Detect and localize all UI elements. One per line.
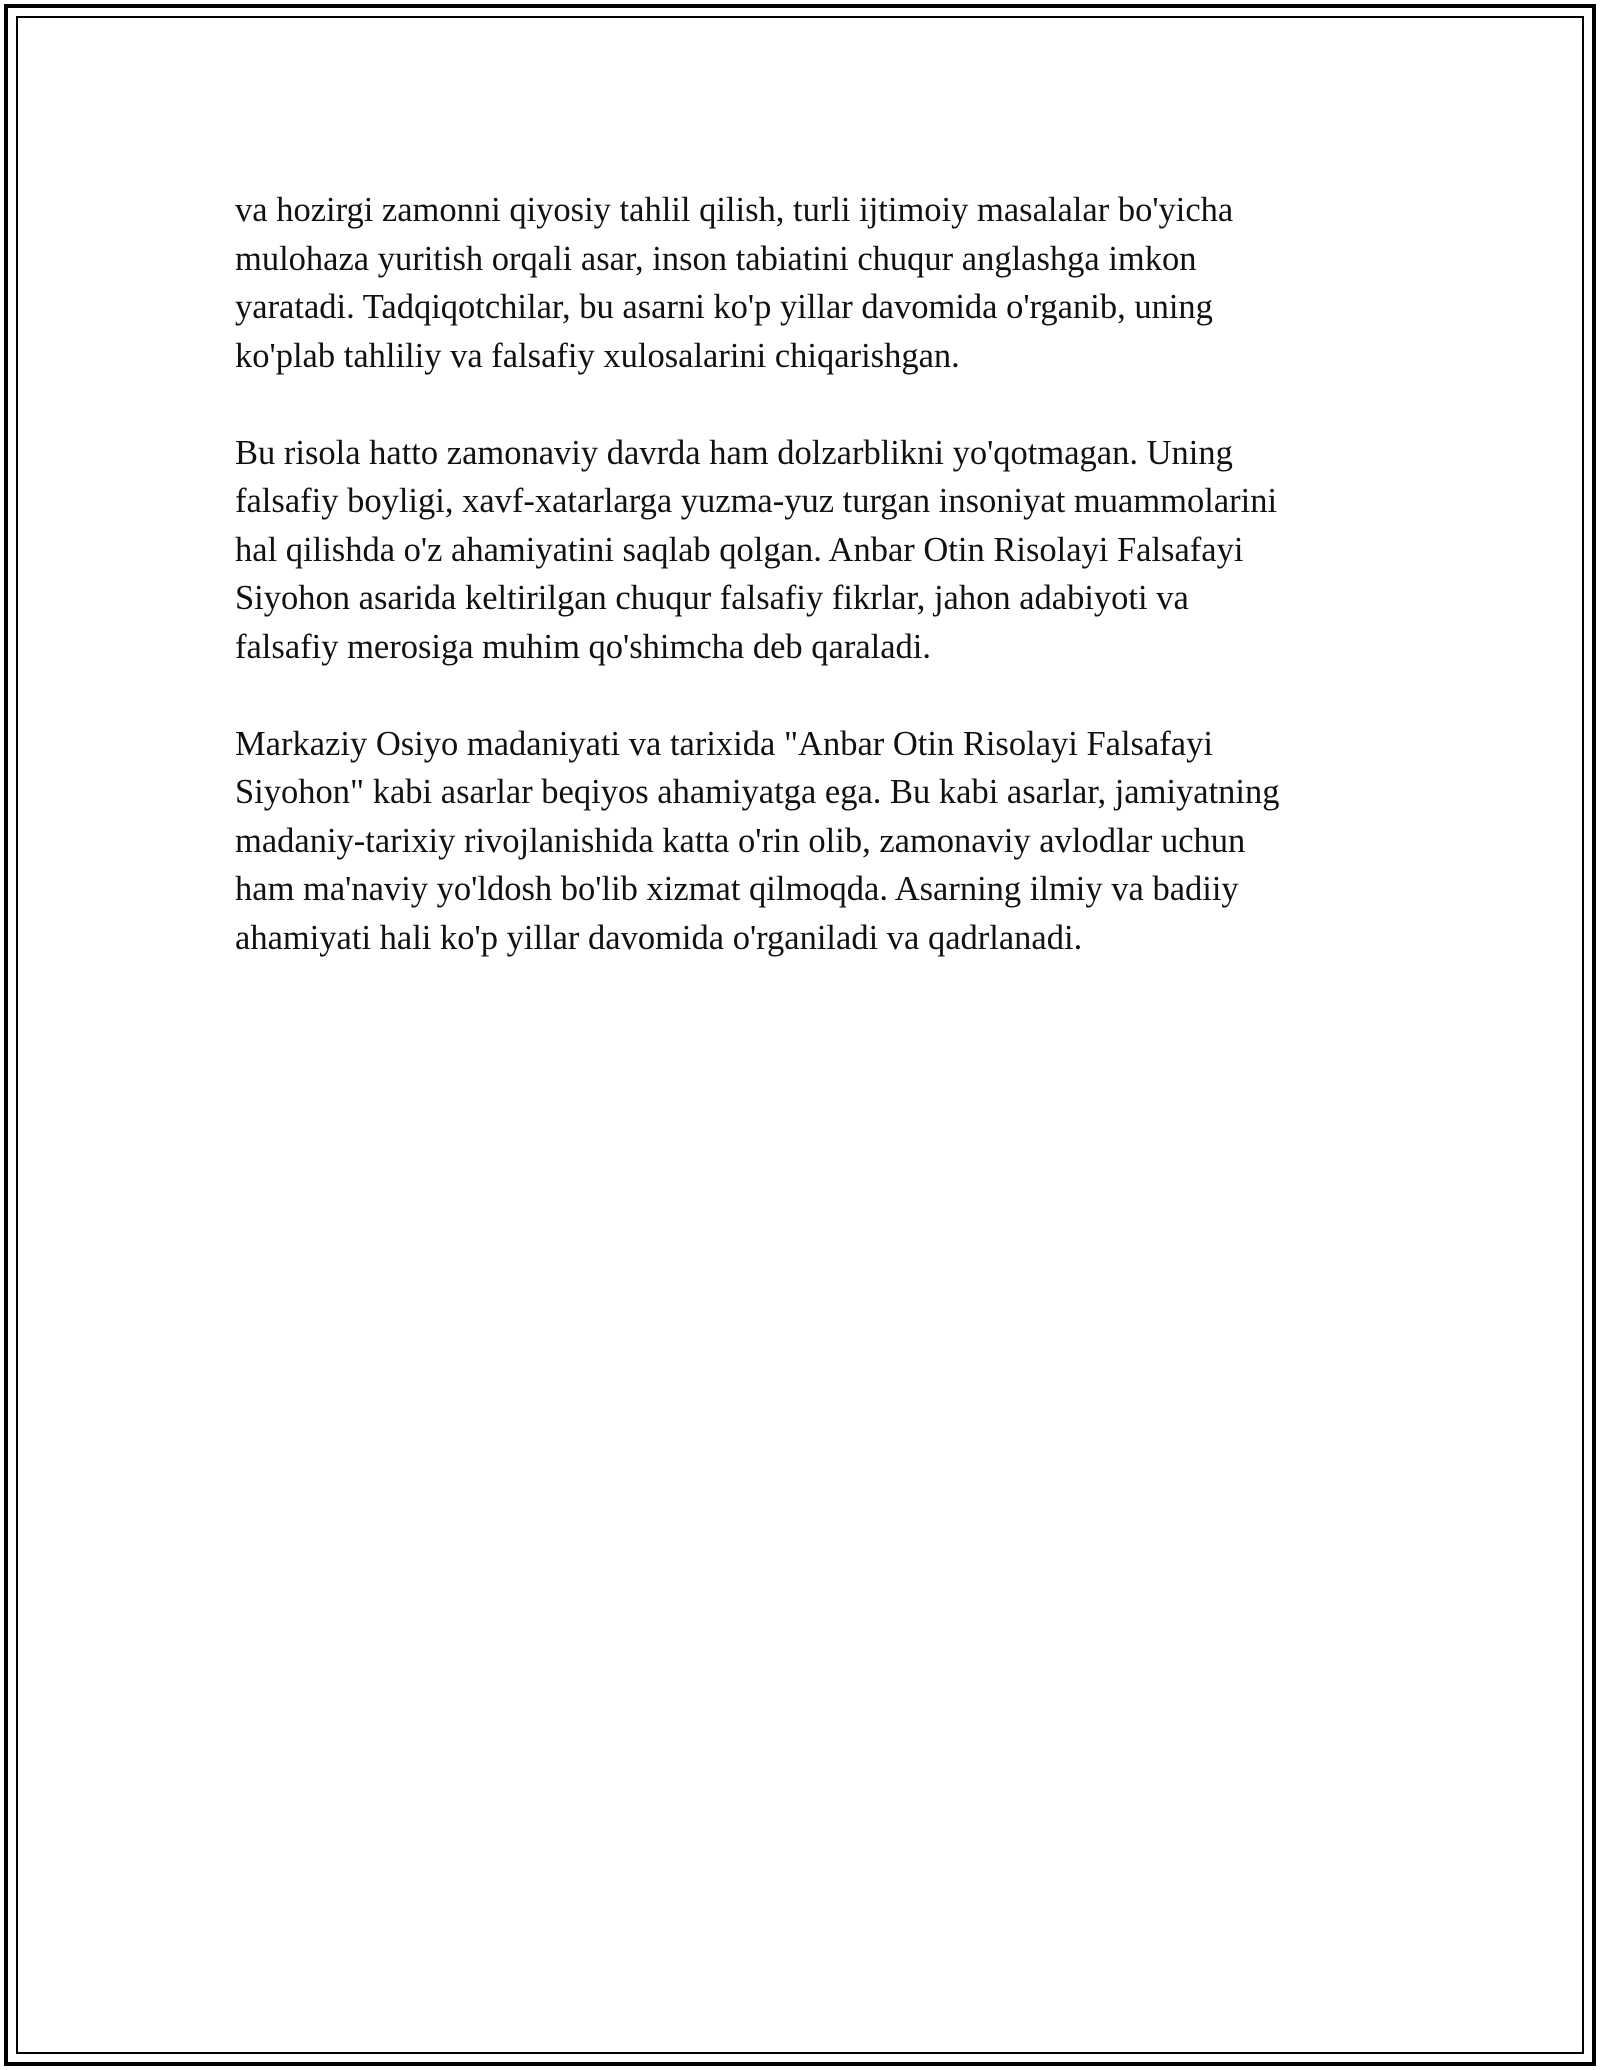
paragraph-2: Bu risola hatto zamonaviy davrda ham dolzarblikni yo'qotmagan. Uning falsafiy boyligi, xavf-xatarlarga yuzma-yuz turgan insoniyat muammolarini hal qilishda o'z ahamiyatini saqlab qolgan. Anbar Otin Risolayi Falsafayi Siyohon asarida keltirilgan chuqur falsafiy fikrlar, jahon adabiyoti va falsafiy merosiga muhim qo'shimcha deb qaraladi. (235, 433, 1278, 666)
paragraph-3: Markaziy Osiyo madaniyati va tarixida "Anbar Otin Risolayi Falsafayi Siyohon" kabi asarlar beqiyos ahamiyatga ega. Bu kabi asarlar, jamiyatning madaniy-tarixiy rivojlanishida katta o'rin olib, zamonaviy avlodlar uchun ham ma'naviy yo'ldosh bo'lib xizmat qilmoqda. Asarning ilmiy va badiiy ahamiyati hali ko'p yillar davomida o'rganiladi va qadrlanadi. (235, 724, 1280, 957)
document-body (235, 186, 1375, 1011)
paragraph-1: va hozirgi zamonni qiyosiy tahlil qilish, turli ijtimoiy masalalar bo'yicha mulohaza yuritish orqali asar, inson tabiatini chuqur anglashga imkon yaratadi. Tadqiqotchilar, bu asarni ko'p yillar davomida o'rganib, uning ko'plab tahliliy va falsafiy xulosalarini chiqarishgan. (235, 191, 1234, 375)
